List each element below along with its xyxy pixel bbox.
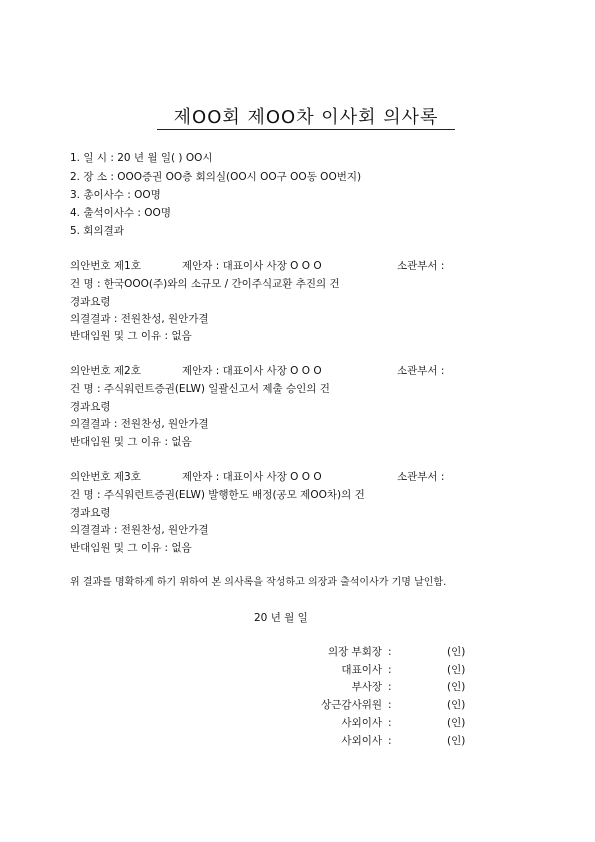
- agenda-dissent: 반대임원 및 그 이유 : 없음: [70, 542, 192, 554]
- agenda-number: 의안번호 제3호: [70, 471, 141, 483]
- seal-mark: (인): [447, 717, 466, 729]
- signing-date: 20 년 월 일: [254, 612, 308, 624]
- attending-directors: 4. 출석이사수 : OO명: [70, 207, 171, 219]
- closing-statement: 위 결과를 명확하게 하기 위하여 본 의사록을 작성하고 의장과 출석이사가 기명 날인함.: [70, 577, 447, 588]
- agenda-proposer: 제안자 : 대표이사 사장 O O O: [182, 260, 322, 272]
- agenda-department: 소관부서 :: [397, 471, 445, 483]
- agenda-department: 소관부서 :: [397, 365, 445, 377]
- agenda-subject: 건 명 : 주식워런트증권(ELW) 발행한도 배정(공모 제OO차)의 건: [70, 489, 365, 501]
- agenda-dissent: 반대임원 및 그 이유 : 없음: [70, 330, 192, 342]
- agenda-proposer: 제안자 : 대표이사 사장 O O O: [182, 365, 322, 377]
- signatory-role: 사외이사: [341, 717, 382, 729]
- agenda-summary: 경과요령: [70, 507, 111, 519]
- title-underline: [157, 129, 455, 130]
- agenda-summary: 경과요령: [70, 296, 111, 308]
- signatory-colon: :: [388, 681, 392, 693]
- agenda-subject: 건 명 : 한국OOO(주)와의 소규모 / 간이주식교환 추진의 건: [70, 278, 340, 290]
- meeting-place: 2. 장 소 : OOO증권 OO층 회의실(OO시 OO구 OO동 OO번지): [70, 171, 362, 183]
- agenda-summary: 경과요령: [70, 401, 111, 413]
- meeting-datetime: 1. 일 시 : 20 년 월 일( ) OO시: [70, 152, 213, 164]
- seal-mark: (인): [447, 664, 466, 676]
- seal-mark: (인): [447, 681, 466, 693]
- signatory-role: 의장 부회장: [327, 646, 382, 658]
- signatory-colon: :: [388, 717, 392, 729]
- signatory-role: 사외이사: [341, 735, 382, 747]
- seal-mark: (인): [447, 646, 466, 658]
- signatory-colon: :: [388, 664, 392, 676]
- signatory-role: 상근감사위원: [321, 699, 382, 711]
- signatory-role: 부사장: [351, 681, 382, 693]
- document-title: 제OO회 제OO차 이사회 의사록: [173, 107, 439, 128]
- signatory-colon: :: [388, 735, 392, 747]
- seal-mark: (인): [447, 699, 466, 711]
- agenda-result: 의결결과 : 전원찬성, 원안가결: [70, 418, 209, 430]
- agenda-subject: 건 명 : 주식워런트증권(ELW) 일괄신고서 제출 승인의 건: [70, 383, 330, 395]
- agenda-dissent: 반대임원 및 그 이유 : 없음: [70, 436, 192, 448]
- agenda-number: 의안번호 제1호: [70, 260, 141, 272]
- seal-mark: (인): [447, 735, 466, 747]
- total-directors: 3. 총이사수 : OO명: [70, 189, 161, 201]
- agenda-result: 의결결과 : 전원찬성, 원안가결: [70, 313, 209, 325]
- agenda-result: 의결결과 : 전원찬성, 원안가결: [70, 524, 209, 536]
- signatory-colon: :: [388, 646, 392, 658]
- meeting-results-heading: 5. 회의결과: [70, 225, 124, 237]
- signatory-role: 대표이사: [341, 664, 382, 676]
- signatory-colon: :: [388, 699, 392, 711]
- agenda-number: 의안번호 제2호: [70, 365, 141, 377]
- agenda-proposer: 제안자 : 대표이사 사장 O O O: [182, 471, 322, 483]
- agenda-department: 소관부서 :: [397, 260, 445, 272]
